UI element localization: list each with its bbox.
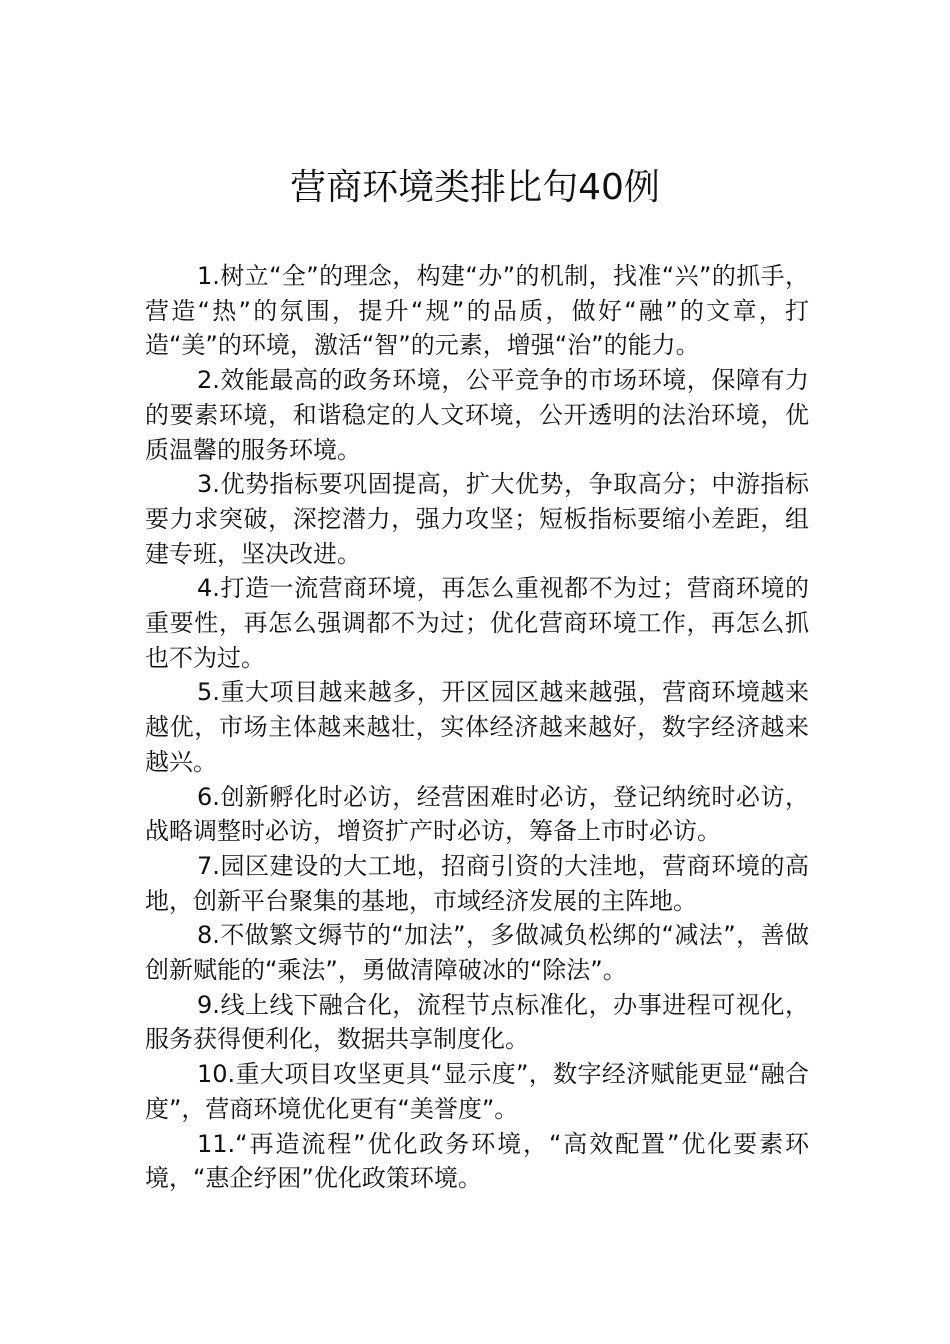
paragraph-4: 4.打造一流营商环境，再怎么重视都不为过；营商环境的重要性，再怎么强调都不为过；优化营商环境工作，再怎么抓也不为过。 [145, 574, 809, 672]
page-title: 营商环境类排比句40例 [290, 167, 660, 208]
document-body [145, 259, 809, 1196]
paragraph-9: 9.线上线下融合化，流程节点标准化，办事进程可视化，服务获得便利化，数据共享制度化。 [145, 990, 809, 1054]
paragraph-3: 3.优势指标要巩固提高，扩大优势，争取高分；中游指标要力求突破，深挖潜力，强力攻坚；短板指标要缩小差距，组建专班，坚决改进。 [145, 470, 809, 568]
paragraph-7: 7.园区建设的大工地，招商引资的大洼地，营商环境的高地，创新平台聚集的基地，市域经济发展的主阵地。 [145, 851, 809, 915]
paragraph-6: 6.创新孵化时必访，经营困难时必访，登记纳统时必访，战略调整时必访，增资扩产时必访，筹备上市时必访。 [145, 782, 809, 846]
paragraph-11: 11.“再造流程”优化政务环境，“高效配置”优化要素环境，“惠企纾困”优化政策环境。 [145, 1129, 809, 1193]
paragraph-10: 10.重大项目攻坚更具“显示度”，数字经济赋能更显“融合度”，营商环境优化更有“美誉度”。 [145, 1060, 809, 1123]
paragraph-5: 5.重大项目越来越多，开区园区越来越强，营商环境越来越优，市场主体越来越壮，实体经济越来越好，数字经济越来越兴。 [145, 678, 809, 776]
paragraph-2: 2.效能最高的政务环境，公平竞争的市场环境，保障有力的要素环境，和谐稳定的人文环境，公开透明的法治环境，优质温馨的服务环境。 [145, 366, 809, 464]
paragraph-1: 1.树立“全”的理念，构建“办”的机制，找准“兴”的抓手，营造“热”的氛围，提升“规”的品质，做好“融”的文章，打造“美”的环境，激活“智”的元素，增强“治”的能力。 [145, 262, 809, 360]
paragraph-8: 8.不做繁文缛节的“加法”，多做减负松绑的“减法”，善做创新赋能的“乘法”，勇做清障破冰的“除法”。 [145, 921, 809, 985]
